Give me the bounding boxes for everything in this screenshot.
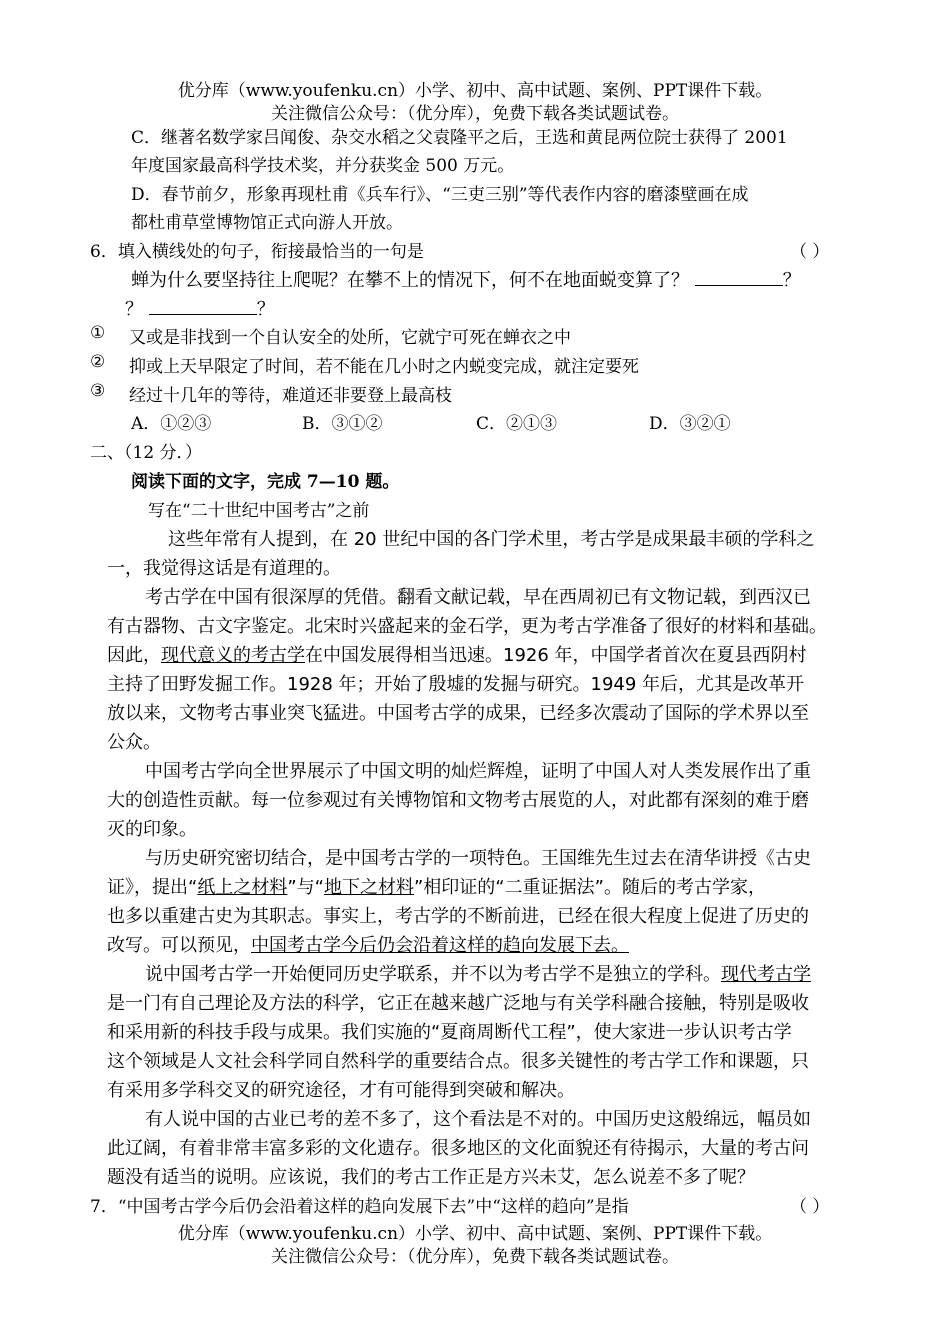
q7-answer-paren: （ ）: [790, 1197, 830, 1217]
q6-item-1: [90, 323, 571, 348]
passage-line: 一，我觉得这话是有道理的。: [107, 558, 341, 579]
header-line-2: 关注微信公众号：（优分库），免费下载各类试题试卷。: [271, 104, 679, 124]
q5-option-d-line-2: 都杜甫草堂博物馆正式向游人开放。: [131, 213, 403, 233]
q6-prompt-line-2: [125, 295, 275, 321]
passage-line: 有人说中国的古业已考的差不多了，这个看法是不对的。中国历史这般绵远，幅员如: [145, 1109, 811, 1130]
passage-line: 是一门有自己理论及方法的科学，它正在越来越广泛地与有关学科融合接触，特别是吸收: [107, 993, 809, 1014]
passage-line: 改写。可以预见，中国考古学今后仍会沿着这样的趋向发展下去。: [107, 935, 629, 956]
passage-line: 与历史研究密切结合，是中国考古学的一项特色。王国维先生过去在清华讲授《古史: [145, 848, 811, 869]
passage-line: 大的创造性贡献。每一位参观过有关博物馆和文物考古展览的人，对此都有深刻的难于磨: [107, 790, 809, 811]
q6-question-mark-1: ？: [782, 270, 801, 291]
q5-option-c-line-1: C．继著名数学家吕闻俊、杂交水稻之父袁隆平之后，王选和黄昆两位院士获得了 2001: [131, 128, 788, 148]
underlined-phrase: 现代考古学: [721, 964, 811, 985]
passage-line: 也多以重建古史为其职志。事实上，考古学的不断前进，已经在很大程度上促进了历史的: [107, 906, 809, 927]
q5-option-c-line-2: 年度国家最高科学技术奖，并分获奖金 500 万元。: [131, 156, 515, 176]
footer-line-1: 优分库（www.youfenku.cn）小学、初中、高中试题、案例、PPT课件下载。: [177, 1224, 773, 1244]
passage-line: 有采用多学科交叉的研究途径，才有可能得到突破和解决。: [107, 1080, 575, 1101]
q6-answer-paren: （ ）: [790, 242, 830, 262]
q6-blank-2: [149, 300, 257, 315]
q6-item-num: ①: [90, 323, 106, 343]
passage-line: 这个领域是人文社会科学同自然科学的重要结合点。很多关键性的考古学工作和课题，只: [107, 1051, 809, 1072]
passage-line: 有古器物、古文字鉴定。北宋时兴盛起来的金石学，更为考古学准备了很好的材料和基础。: [107, 616, 827, 637]
underlined-phrase: 纸上之材料: [197, 877, 288, 898]
section-instruction: 阅读下面的文字，完成 7—10 题。: [131, 472, 400, 492]
q5-option-d-line-1: D．春节前夕，形象再现杜甫《兵车行》、“三吏三别”等代表作内容的磨漆壁画在成: [131, 185, 749, 205]
q6-question-mark-2: ？: [125, 299, 143, 320]
q6-item-text: 又或是非找到一个自认安全的处所，它就宁可死在蝉衣之中: [129, 328, 571, 348]
q6-choice-b: B．③①②: [302, 414, 383, 434]
q7-stem: 7．“中国考古学今后仍会沿着这样的趋向发展下去”中“这样的趋向”是指: [90, 1197, 629, 1217]
q6-item-2: [90, 352, 639, 377]
passage-line: 和采用新的科技手段与成果。我们实施的“夏商周断代工程”，使大家进一步认识考古学: [107, 1022, 792, 1043]
q6-blank-1: [695, 271, 783, 286]
q6-question-mark-3: ？: [256, 299, 275, 320]
passage-line: 证》，提出“纸上之材料”与“地下之材料”相印证的“二重证据法”。随后的考古学家，: [107, 877, 766, 898]
passage-title: 写在“二十世纪中国考古”之前: [148, 501, 370, 521]
passage-line: 此辽阔，有着非常丰富多彩的文化遗存。很多地区的文化面貌还有待揭示，大量的考古问: [107, 1138, 809, 1159]
q6-item-num: ②: [90, 352, 106, 372]
passage-line: 公众。: [107, 732, 161, 753]
passage-line: 主持了田野发掘工作。1928 年；开始了殷墟的发掘与研究。1949 年后，尤其是改革开: [107, 674, 805, 695]
passage-line: 放以来，文物考古事业突飞猛进。中国考古学的成果，已经多次震动了国际的学术界以至: [107, 703, 809, 724]
passage-line: 题没有适当的说明。应该说，我们的考古工作正是方兴未艾，怎么说差不多了呢？: [107, 1167, 755, 1188]
q6-item-3: [90, 381, 452, 406]
underlined-phrase: 中国考古学今后仍会沿着这样的趋向发展下去。: [251, 935, 629, 956]
q6-choice-a: A．①②③: [131, 414, 212, 434]
passage-line: 这些年常有人提到，在 20 世纪中国的各门学术里，考古学是成果最丰硕的学科之: [168, 529, 815, 550]
q6-item-text: 抑或上天早限定了时间，若不能在几小时之内蜕变完成，就注定要死: [129, 357, 639, 377]
passage-line: 说中国考古学一开始便同历史学联系，并不以为考古学不是独立的学科。现代考古学: [145, 964, 811, 985]
q6-choice-d: D．③②①: [649, 414, 731, 434]
q6-item-num: ③: [90, 381, 106, 401]
passage-line: 灭的印象。: [107, 819, 197, 840]
header-line-1: 优分库（www.youfenku.cn）小学、初中、高中试题、案例、PPT课件下载。: [177, 81, 773, 101]
q6-prompt-text: 蝉为什么要坚持往上爬呢？在攀不上的情况下，何不在地面蜕变算了？: [131, 270, 689, 291]
passage-line: 因此，现代意义的考古学在中国发展得相当迅速。1926 年，中国学者首次在夏县西阴村: [107, 645, 807, 666]
footer-line-2: 关注微信公众号：（优分库），免费下载各类试题试卷。: [271, 1247, 679, 1267]
passage-line: 考古学在中国有很深厚的凭借。翻看文献记载，早在西周初已有文物记载，到西汉已: [145, 587, 811, 608]
passage-line: 中国考古学向全世界展示了中国文明的灿烂辉煌，证明了中国人对人类发展作出了重: [145, 761, 811, 782]
q6-choice-c: C．②①③: [476, 414, 558, 434]
q6-prompt-line-1: [131, 266, 801, 292]
section-heading: 二、（12 分．）: [90, 443, 203, 463]
underlined-phrase: 现代意义的考古学: [161, 645, 305, 666]
q6-item-text: 经过十几年的等待，难道还非要登上最高枝: [129, 386, 452, 406]
q6-stem: 6．填入横线处的句子，衔接最恰当的一句是: [90, 242, 424, 262]
underlined-phrase: 地下之材料: [323, 877, 414, 898]
